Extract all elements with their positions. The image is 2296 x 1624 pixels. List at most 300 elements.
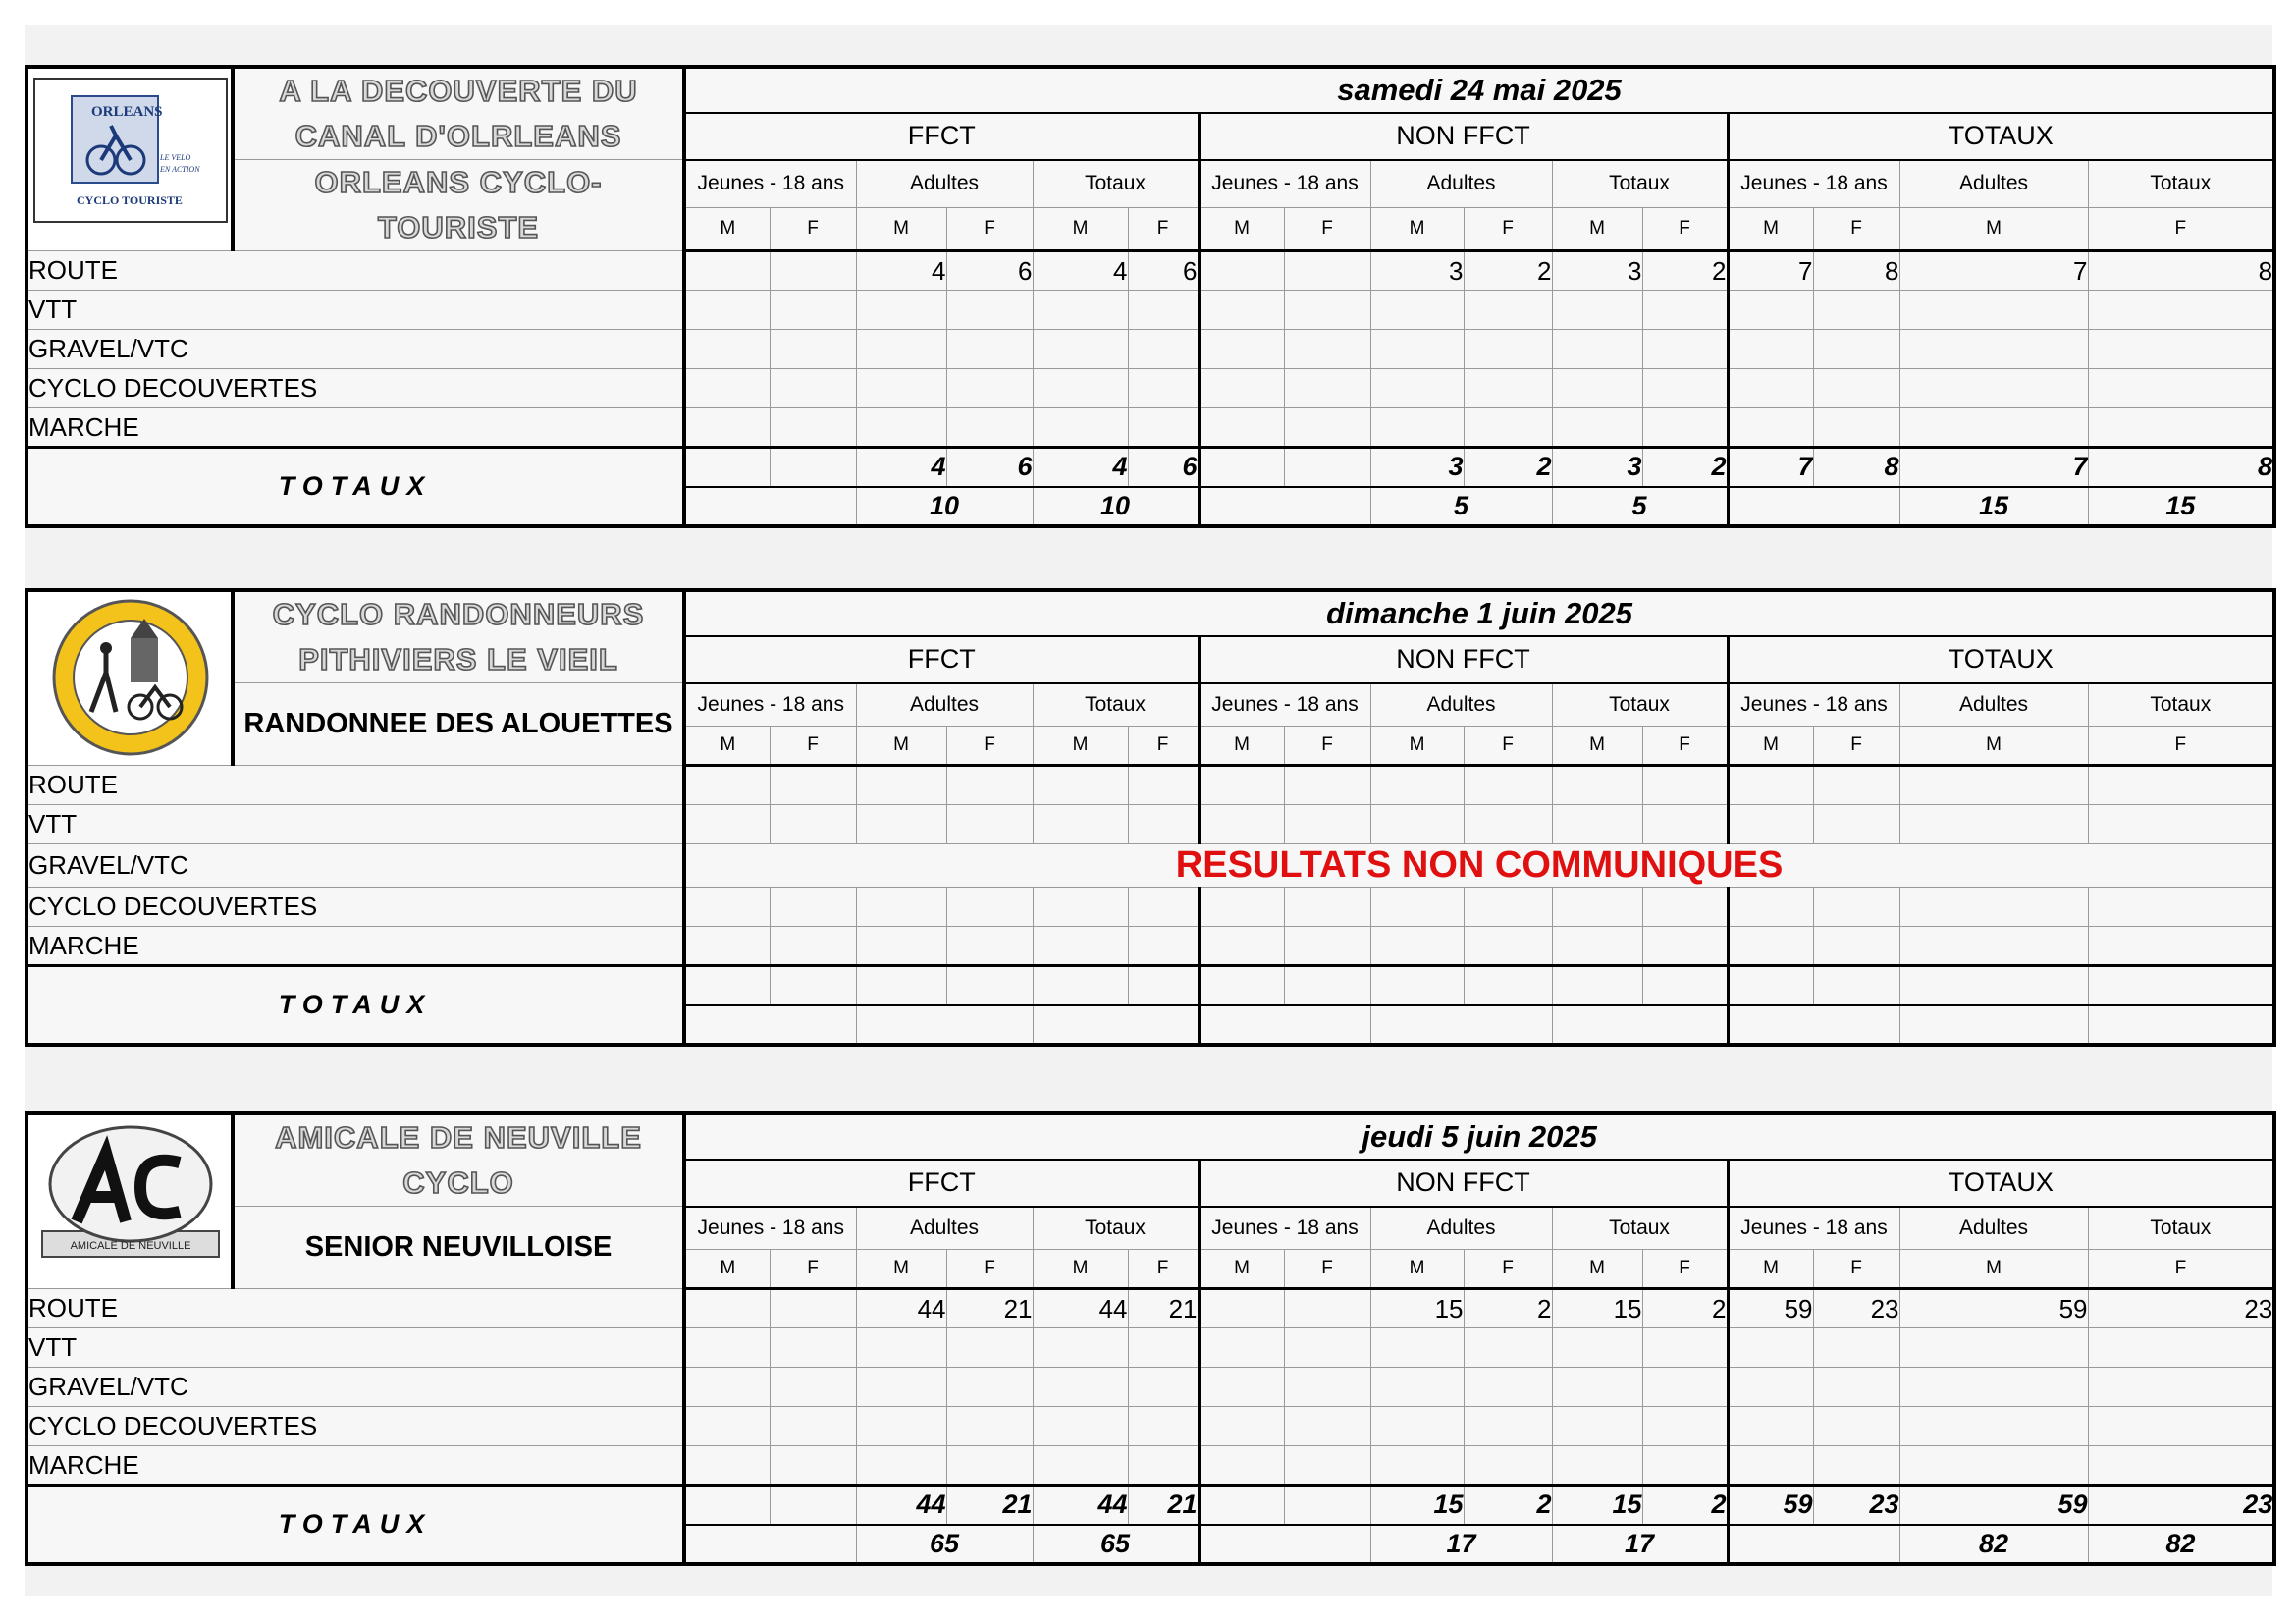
sex-header-f: F [1128,207,1199,250]
club-title-line4: TOURISTE [377,210,540,244]
data-cell [1284,1407,1370,1446]
data-cell [770,330,856,369]
sex-header-f: F [770,1250,856,1289]
data-cell [1464,369,1552,408]
data-cell [1199,766,1284,805]
data-cell [684,291,770,330]
sub-totaux: Totaux [1033,683,1199,727]
sum-cell: 82 [1899,1525,2088,1564]
sex-header-f: F [946,727,1033,766]
data-cell [1642,766,1728,805]
sum-cell [856,1005,1033,1045]
total-cell: 23 [1813,1486,1899,1525]
sex-header-m: M [1033,727,1128,766]
data-cell [1033,1446,1128,1486]
data-cell: 15 [1552,1289,1642,1328]
data-cell [770,888,856,927]
sub-adultes: Adultes [1370,1207,1552,1250]
data-cell [684,805,770,844]
totals-label: TOTAUX [27,448,684,526]
data-cell [1199,330,1284,369]
sum-cell [1199,487,1370,526]
data-cell: 23 [2088,1289,2274,1328]
sub-jeunes: Jeunes - 18 ans [684,1207,856,1250]
data-cell [1128,805,1199,844]
data-cell [1128,766,1199,805]
data-cell [1199,927,1284,966]
group-ffct: FFCT [684,113,1199,159]
data-cell [1899,1328,2088,1368]
data-cell [1199,369,1284,408]
data-cell [1899,927,2088,966]
row-label: VTT [27,1328,684,1368]
data-cell [770,369,856,408]
data-cell [946,1446,1033,1486]
data-cell [1813,805,1899,844]
total-cell: 3 [1552,448,1642,487]
sex-header-f: F [1642,207,1728,250]
data-cell [1728,330,1813,369]
sum-cell: 5 [1370,487,1552,526]
data-cell [770,408,856,448]
data-cell: 3 [1370,251,1464,291]
sum-cell [1728,1525,1899,1564]
event-date: dimanche 1 juin 2025 [684,590,2274,636]
data-cell [1199,1446,1284,1486]
data-cell [1464,1446,1552,1486]
data-cell: 7 [1899,251,2088,291]
data-cell [1642,291,1728,330]
data-cell [684,1328,770,1368]
data-cell [1128,291,1199,330]
sub-totaux: Totaux [2088,160,2274,208]
club-title-line2: CYCLO [402,1165,514,1200]
data-row [27,408,2274,448]
sum-cell: 15 [2088,487,2274,526]
data-cell [684,888,770,927]
data-cell [1552,1407,1642,1446]
total-cell [1642,966,1728,1005]
sex-header-m: M [856,207,946,250]
data-row [27,1328,2274,1368]
sub-totaux: Totaux [1033,1207,1199,1250]
data-cell [684,1446,770,1486]
data-cell: 3 [1552,251,1642,291]
club-title-line1: A LA DECOUVERTE DU [279,74,638,108]
data-cell [1033,888,1128,927]
data-cell [1728,888,1813,927]
data-cell [2088,766,2274,805]
group-non-ffct: NON FFCT [1199,636,1728,682]
data-cell [1813,927,1899,966]
data-cell: 44 [1033,1289,1128,1328]
data-cell [856,1407,946,1446]
event-date: jeudi 5 juin 2025 [684,1113,2274,1160]
sex-header-m: M [1552,1250,1642,1289]
data-cell [1199,1407,1284,1446]
group-totaux: TOTAUX [1728,636,2274,682]
data-cell [770,927,856,966]
sub-adultes: Adultes [856,160,1033,208]
data-cell [1728,766,1813,805]
total-cell: 4 [856,448,946,487]
sum-cell: 65 [1033,1525,1199,1564]
data-cell [1199,805,1284,844]
data-cell [1728,1407,1813,1446]
data-cell [1728,1368,1813,1407]
data-cell [1464,1407,1552,1446]
sum-cell [1033,1005,1199,1045]
data-cell [1552,888,1642,927]
total-cell [946,966,1033,1005]
data-cell: 59 [1899,1289,2088,1328]
data-cell [1199,291,1284,330]
total-cell [1728,966,1813,1005]
data-cell [770,1289,856,1328]
sum-cell [684,1005,856,1045]
sex-header-m: M [1370,207,1464,250]
data-cell [1899,888,2088,927]
club-title-line2: CANAL D'OLRLEANS [294,119,622,153]
data-cell [1728,1328,1813,1368]
data-cell [1284,408,1370,448]
data-cell [1813,330,1899,369]
sex-header-f: F [1464,207,1552,250]
data-cell [1128,330,1199,369]
club-title [233,67,684,160]
data-cell [1552,1368,1642,1407]
total-cell: 7 [1728,448,1813,487]
data-cell [1642,408,1728,448]
sex-header-m: M [1370,727,1464,766]
data-cell [2088,408,2274,448]
event-date: samedi 24 mai 2025 [684,67,2274,113]
sub-adultes: Adultes [1370,160,1552,208]
sub-jeunes: Jeunes - 18 ans [1728,1207,1899,1250]
sex-header-f: F [2088,727,2274,766]
data-cell [946,805,1033,844]
data-cell [1033,291,1128,330]
sum-cell: 17 [1370,1525,1552,1564]
data-cell [856,927,946,966]
data-cell [1284,1328,1370,1368]
data-cell [1899,369,2088,408]
data-cell [1813,1328,1899,1368]
total-cell: 4 [1033,448,1128,487]
sub-totaux: Totaux [1552,1207,1728,1250]
sub-adultes: Adultes [856,683,1033,727]
data-cell [684,766,770,805]
sex-header-m: M [1370,1250,1464,1289]
data-cell [1552,408,1642,448]
total-cell: 21 [946,1486,1033,1525]
sum-cell: 82 [2088,1525,2274,1564]
total-cell [684,966,770,1005]
sum-cell [2088,1005,2274,1045]
data-cell [1033,369,1128,408]
sex-header-m: M [684,207,770,250]
data-cell [1370,330,1464,369]
data-cell [1033,1328,1128,1368]
sub-totaux: Totaux [1552,160,1728,208]
club-logo-pithiviers [27,590,233,766]
data-cell [1370,1407,1464,1446]
sex-header-f: F [1813,207,1899,250]
data-row [27,330,2274,369]
sub-totaux: Totaux [1033,160,1199,208]
data-cell [2088,291,2274,330]
event-subtitle: RANDONNEE DES ALOUETTES [233,683,684,766]
data-cell [1464,888,1552,927]
data-cell [684,1368,770,1407]
data-cell [856,330,946,369]
totals-row [27,1486,2274,1525]
data-cell [770,805,856,844]
sum-cell [1552,1005,1728,1045]
total-cell [770,966,856,1005]
data-cell [770,251,856,291]
data-cell [1370,1446,1464,1486]
data-cell [770,1407,856,1446]
data-cell [1813,888,1899,927]
data-cell [2088,330,2274,369]
sex-header-f: F [2088,207,2274,250]
data-cell [856,1368,946,1407]
cyclist-logo-icon [32,77,229,224]
row-label: CYCLO DECOUVERTES [27,369,684,408]
data-cell [1899,408,2088,448]
data-cell: 4 [1033,251,1128,291]
data-cell [1199,1328,1284,1368]
data-cell [1128,408,1199,448]
data-cell [1199,888,1284,927]
sex-header-f: F [1813,1250,1899,1289]
total-cell: 8 [2088,448,2274,487]
event-block-2 [25,588,2272,1047]
data-cell [856,805,946,844]
data-cell: 44 [856,1289,946,1328]
total-cell: 6 [1128,448,1199,487]
data-cell [1552,291,1642,330]
data-row [27,1407,2274,1446]
data-cell [1284,805,1370,844]
data-cell [1464,1368,1552,1407]
data-cell [856,408,946,448]
row-label: ROUTE [27,766,684,805]
row-label: VTT [27,291,684,330]
data-cell [684,1407,770,1446]
data-cell [1899,805,2088,844]
data-row [27,927,2274,966]
total-cell: 2 [1464,448,1552,487]
sub-jeunes: Jeunes - 18 ans [1199,1207,1370,1250]
sex-header-f: F [1642,727,1728,766]
data-cell [1464,1328,1552,1368]
data-cell [1464,927,1552,966]
results-notice: RESULTATS NON COMMUNIQUES [684,844,2274,888]
sex-header-m: M [1199,207,1284,250]
data-cell [1642,1407,1728,1446]
data-cell [1552,805,1642,844]
total-cell: 44 [1033,1486,1128,1525]
sum-cell [1199,1525,1370,1564]
data-cell [1370,766,1464,805]
sub-adultes: Adultes [1899,1207,2088,1250]
data-cell [1642,1446,1728,1486]
group-non-ffct: NON FFCT [1199,1160,1728,1206]
data-cell [684,251,770,291]
data-cell [684,369,770,408]
data-cell [1284,369,1370,408]
data-cell [1464,408,1552,448]
data-cell: 2 [1464,251,1552,291]
data-cell: 15 [1370,1289,1464,1328]
total-cell: 44 [856,1486,946,1525]
sex-header-m: M [1728,1250,1813,1289]
data-cell [1552,369,1642,408]
total-cell [1033,966,1128,1005]
sub-jeunes: Jeunes - 18 ans [684,683,856,727]
sex-header-f: F [1284,1250,1370,1289]
data-cell [1128,1328,1199,1368]
event-subtitle: SENIOR NEUVILLOISE [233,1207,684,1289]
row-label: CYCLO DECOUVERTES [27,888,684,927]
data-cell [1284,766,1370,805]
data-cell [2088,927,2274,966]
sub-totaux: Totaux [2088,1207,2274,1250]
row-label: CYCLO DECOUVERTES [27,1407,684,1446]
total-cell: 2 [1642,1486,1728,1525]
data-cell [2088,1328,2274,1368]
sex-header-f: F [1642,1250,1728,1289]
sex-header-f: F [1284,207,1370,250]
sex-header-f: F [1464,1250,1552,1289]
data-cell [1370,369,1464,408]
data-cell [2088,805,2274,844]
event-block-3 [25,1111,2272,1566]
data-row [27,1289,2274,1328]
data-cell [2088,369,2274,408]
club-title [233,1113,684,1207]
results-table [25,1111,2276,1566]
data-cell [770,1328,856,1368]
data-cell [1199,251,1284,291]
data-cell [1642,805,1728,844]
data-row [27,844,2274,888]
data-cell [946,1328,1033,1368]
data-cell [946,291,1033,330]
group-totaux: TOTAUX [1728,1160,2274,1206]
club-title-line2: PITHIVIERS LE VIEIL [298,642,618,677]
data-row [27,766,2274,805]
data-cell [1284,291,1370,330]
row-label: VTT [27,805,684,844]
total-cell: 7 [1899,448,2088,487]
data-cell [1813,766,1899,805]
data-cell [1284,927,1370,966]
data-cell [1284,251,1370,291]
sex-header-m: M [684,1250,770,1289]
data-cell: 6 [946,251,1033,291]
data-cell [856,369,946,408]
data-cell [946,888,1033,927]
sum-cell [684,487,856,526]
data-cell [1370,291,1464,330]
data-cell [1199,1289,1284,1328]
data-cell [1899,330,2088,369]
data-cell [856,1328,946,1368]
data-cell [1199,408,1284,448]
group-non-ffct: NON FFCT [1199,113,1728,159]
club-logo-orleans [27,67,233,251]
data-cell [1464,766,1552,805]
total-cell [770,1486,856,1525]
row-label: ROUTE [27,251,684,291]
sex-header-f: F [2088,1250,2274,1289]
data-cell [856,888,946,927]
results-table [25,65,2276,528]
data-cell [770,1446,856,1486]
sex-header-m: M [1899,1250,2088,1289]
svg-text:LE VELO: LE VELO [160,153,191,162]
total-cell: 3 [1370,448,1464,487]
data-cell [1199,1368,1284,1407]
svg-text:CYCLO TOURISTE: CYCLO TOURISTE [77,193,183,207]
sub-adultes: Adultes [856,1207,1033,1250]
sub-adultes: Adultes [1899,683,2088,727]
data-cell [1033,766,1128,805]
data-cell [946,1407,1033,1446]
total-cell [684,448,770,487]
data-cell: 8 [1813,251,1899,291]
row-label: GRAVEL/VTC [27,330,684,369]
data-cell [1728,408,1813,448]
sum-cell: 5 [1552,487,1728,526]
data-cell [1728,291,1813,330]
sex-header-f: F [946,207,1033,250]
svg-text:EN ACTION: EN ACTION [160,165,200,174]
total-cell: 15 [1370,1486,1464,1525]
sex-header-m: M [1728,727,1813,766]
total-cell [856,966,946,1005]
data-cell [684,408,770,448]
total-cell: 23 [2088,1486,2274,1525]
data-cell [1642,369,1728,408]
data-cell: 6 [1128,251,1199,291]
svg-text:ORLEANS: ORLEANS [91,104,163,120]
totals-row [27,966,2274,1005]
data-cell [1128,888,1199,927]
data-cell [946,408,1033,448]
sex-header-m: M [1552,207,1642,250]
data-cell [1033,927,1128,966]
data-cell [1033,330,1128,369]
data-cell [1033,408,1128,448]
data-cell [1813,408,1899,448]
sum-cell [1370,1005,1552,1045]
row-label: MARCHE [27,1446,684,1486]
data-cell [1370,1328,1464,1368]
data-cell [1284,1446,1370,1486]
sex-header-m: M [1199,1250,1284,1289]
data-cell [1128,1446,1199,1486]
sex-header-f: F [1464,727,1552,766]
total-cell [770,448,856,487]
total-cell [1199,1486,1284,1525]
data-cell: 2 [1464,1289,1552,1328]
data-cell [1642,330,1728,369]
row-label: MARCHE [27,927,684,966]
